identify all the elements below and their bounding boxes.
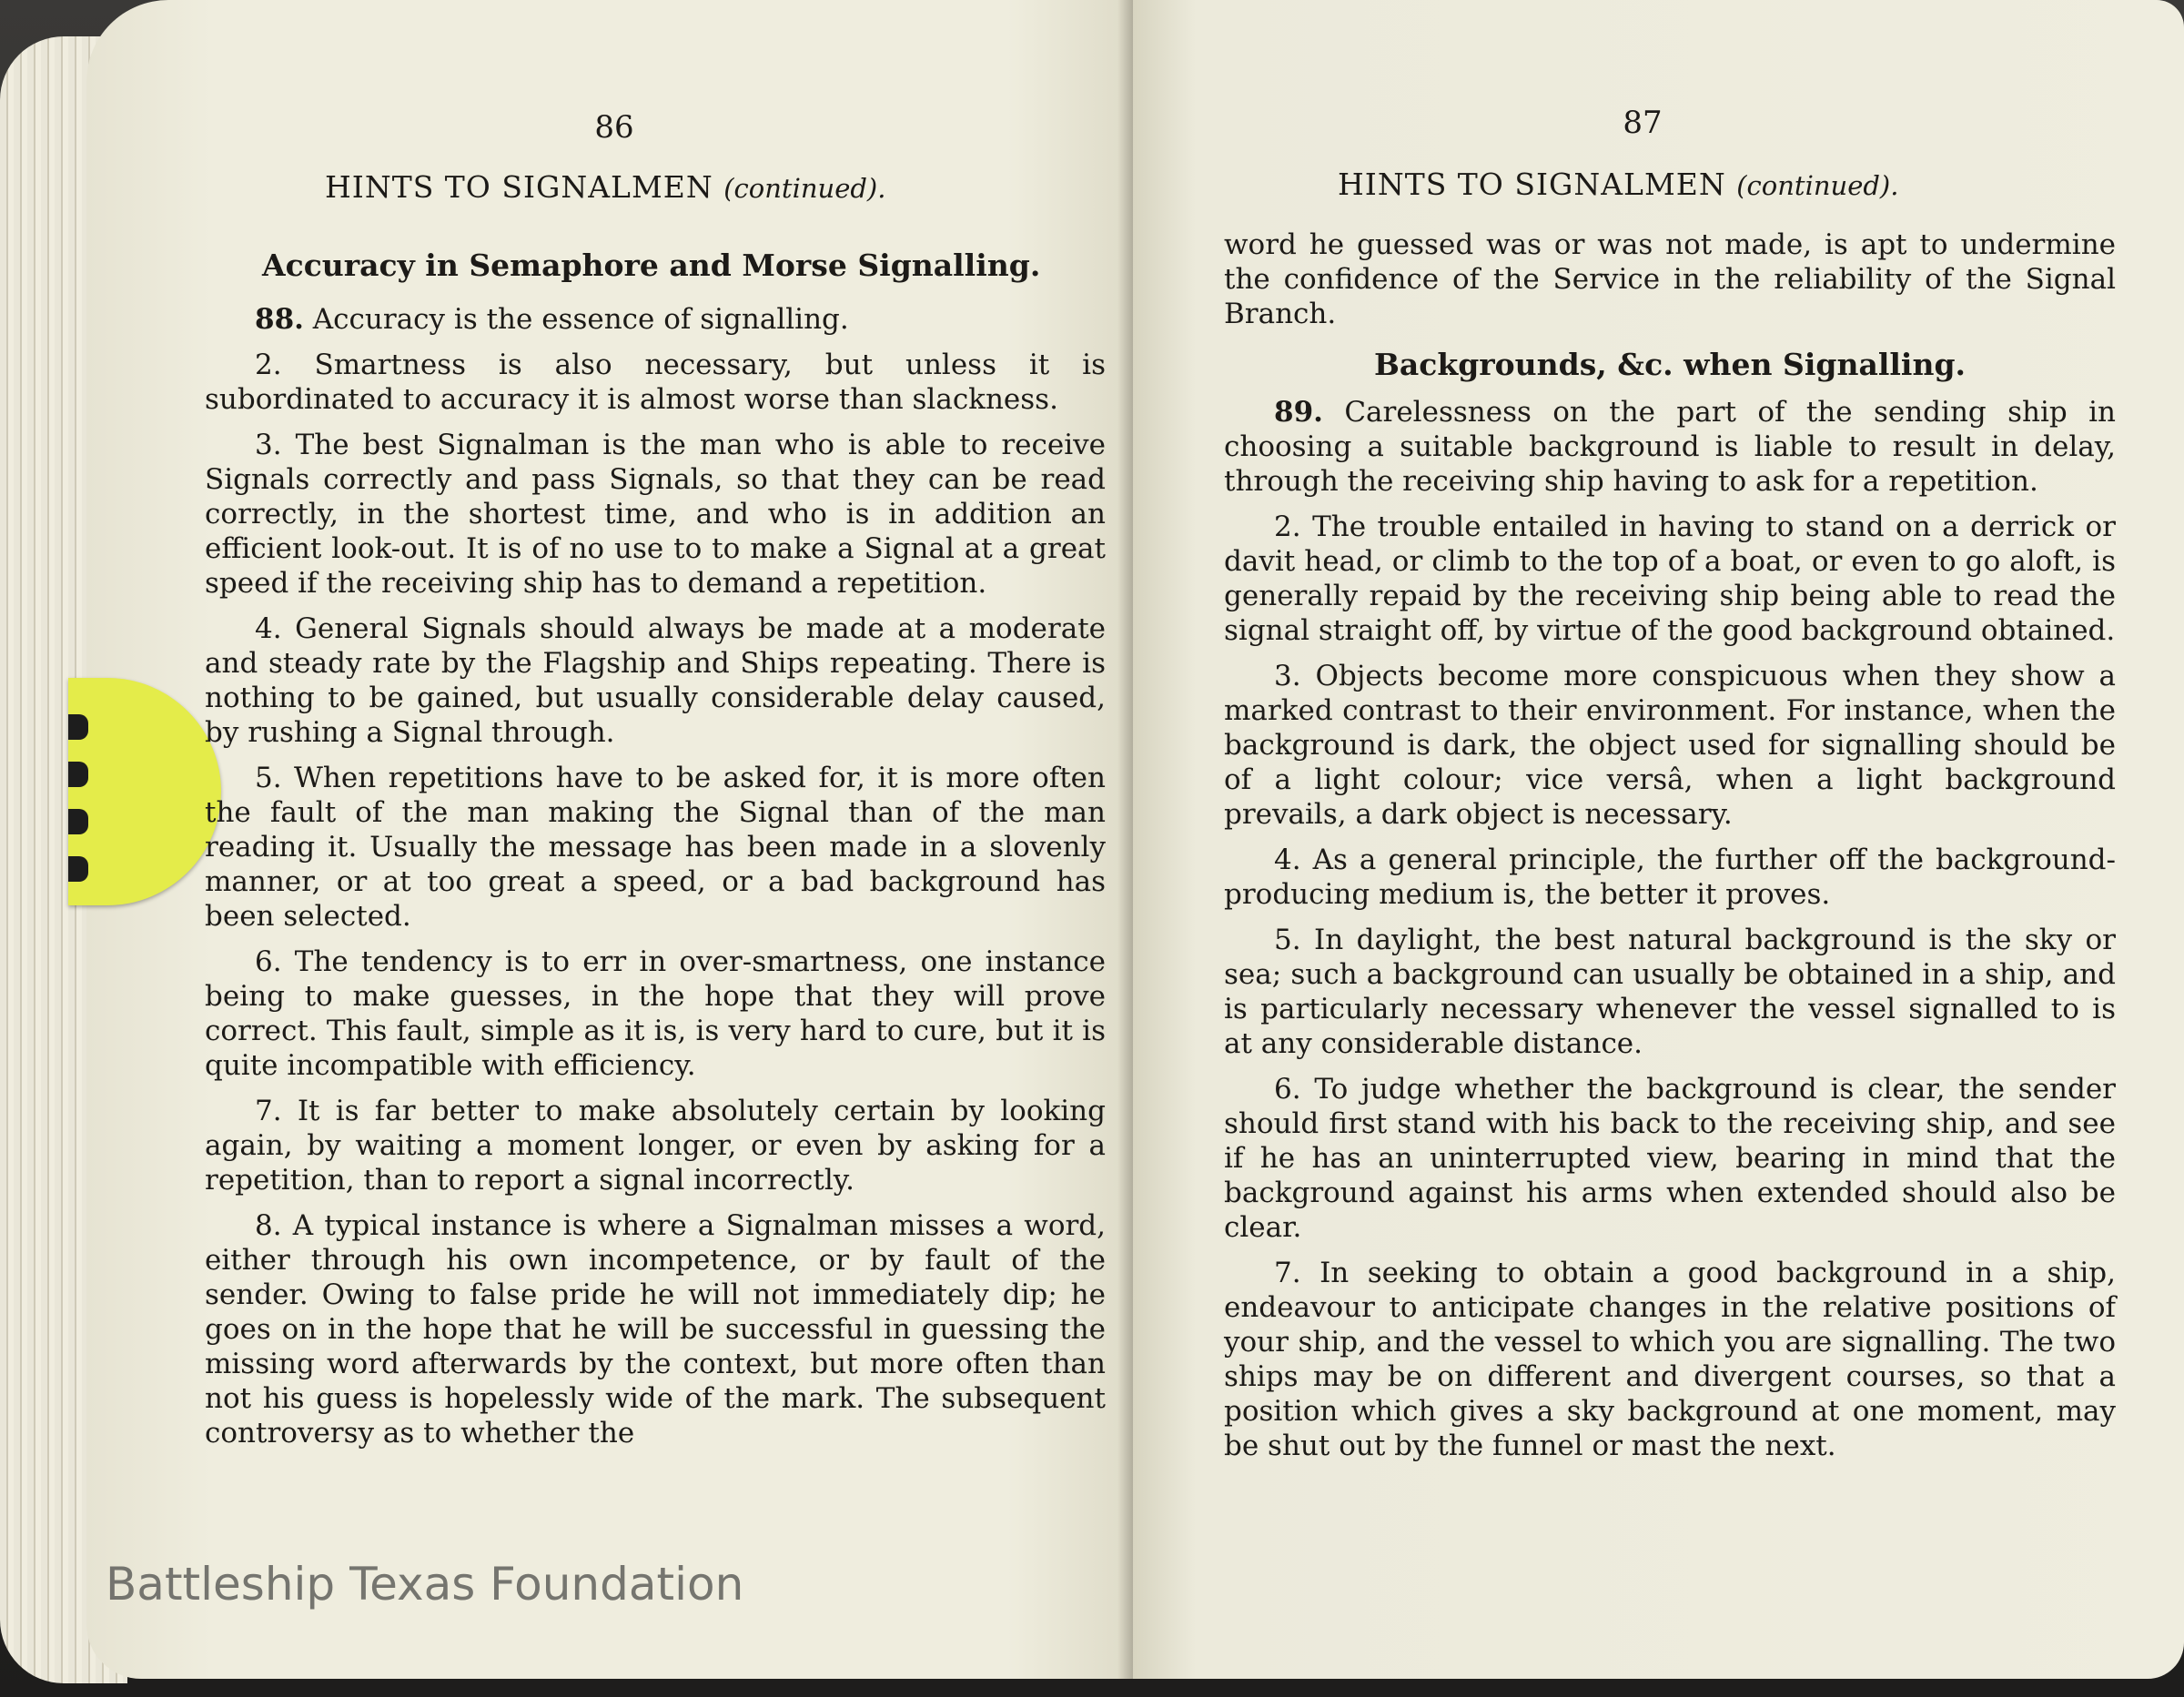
paragraph: 5. When repetitions have to be asked for, it is more often the fault of the man making the Signal than of the man reading it. Usually the message has been made in a slovenly manner, or at too great a speed, or a bad background has been selected.: [205, 762, 1106, 933]
paragraph: 2. Smartness is also necessary, but unless it is subordinated to accuracy it is almost worse than slackness.: [205, 348, 1106, 416]
paragraph: 89. Carelessness on the part of the sending ship in choosing a suitable background is liable to result in delay, through the receiving ship having to ask for a repetition.: [1224, 396, 2116, 498]
section-heading: Backgrounds, &c. when Signalling.: [1373, 347, 1967, 382]
running-head: HINTS TO SIGNALMEN (continued).: [325, 169, 886, 205]
page-number: 87: [1623, 105, 1663, 141]
paragraph: 6. The tendency is to err in over-smartness, one instance being to make guesses, in the hope that they will prove correct. This fault, simple as it is, is very hard to cure, but it is quite incompatible with efficiency.: [205, 945, 1106, 1082]
paragraph: 6. To judge whether the background is clear, the sender should first stand with his back to the receiving ship, and see if he has an uninterrupted view, bearing in mind that the background against his arms when extended should also be clear.: [1224, 1073, 2116, 1244]
paragraph: 7. It is far better to make absolutely certain by looking again, by waiting a moment longer, or even by asking for a repetition, than to report a signal incorrectly.: [205, 1095, 1106, 1197]
paragraph: 88. Accuracy is the essence of signalling.: [255, 303, 849, 336]
paragraph: 8. A typical instance is where a Signalman misses a word, either through his own incompetence, or by fault of the sender. Owing to false pride he will not immediately dip; he goes on in the hope that he will be successful in guessing the missing word afterwards by the context, but more often than not his guess is hopelessly wide of the mark. The subsequent controversy as to whether the: [205, 1209, 1107, 1450]
running-head: HINTS TO SIGNALMEN (continued).: [1338, 167, 1899, 202]
continuation-text: word he guessed was or was not made, is apt to undermine the confidence of the Service in the reliability of the Signal Branch.: [1224, 228, 2116, 330]
paragraph: 4. As a general principle, the further off the background-producing medium is, the better it proves.: [1224, 843, 2116, 911]
page-number: 86: [594, 109, 634, 146]
paragraph: 3. Objects become more conspicuous when they show a marked contrast to their environment. For instance, when the background is dark, the object used for signalling should be of a light colour; vice versâ, when a light background prevails, a dark object is necessary.: [1224, 660, 2116, 831]
watermark: Battleship Texas Foundation: [106, 1558, 744, 1611]
paragraph: 2. The trouble entailed in having to stand on a derrick or davit head, or climb to the top of a boat, or even to go aloft, is generally repaid by the receiving ship being able to read the signal straight off, by virtue of the good background obtained.: [1224, 510, 2116, 647]
right-page: [1133, 0, 2184, 1679]
paragraph: 4. General Signals should always be made at a moderate and steady rate by the Flagship and Ships repeating. There is nothing to be gained, but usually considerable delay caused, by rushing a Signal through.: [205, 612, 1106, 749]
left-page-body: [205, 302, 1106, 1461]
paragraph: 7. In seeking to obtain a good background in a ship, endeavour to anticipate changes in the relative positions of your ship, and the vessel to which you are signalling. The two ships may be on different and divergent courses, so that a position which gives a sky background at one moment, may be shut out by the funnel or mast the next.: [1224, 1257, 2117, 1462]
bookmark-tab: [68, 678, 221, 905]
section-heading: Accuracy in Semaphore and Morse Signalling.: [262, 247, 1041, 283]
left-page: [86, 0, 1133, 1679]
paragraph: 5. In daylight, the best natural background is the sky or sea; such a background can usually be obtained in a ship, and is particularly necessary whenever the vessel signalled to is at any considerable distance.: [1224, 924, 2117, 1060]
paragraph: 3. The best Signalman is the man who is able to receive Signals correctly and pass Signals, so that they can be read correctly, in the shortest time, and who is in addition an efficient look-out. It is of no use to to make a Signal at a great speed if the receiving ship has to demand a repetition.: [205, 429, 1107, 600]
right-page-body: [1224, 227, 2116, 1474]
